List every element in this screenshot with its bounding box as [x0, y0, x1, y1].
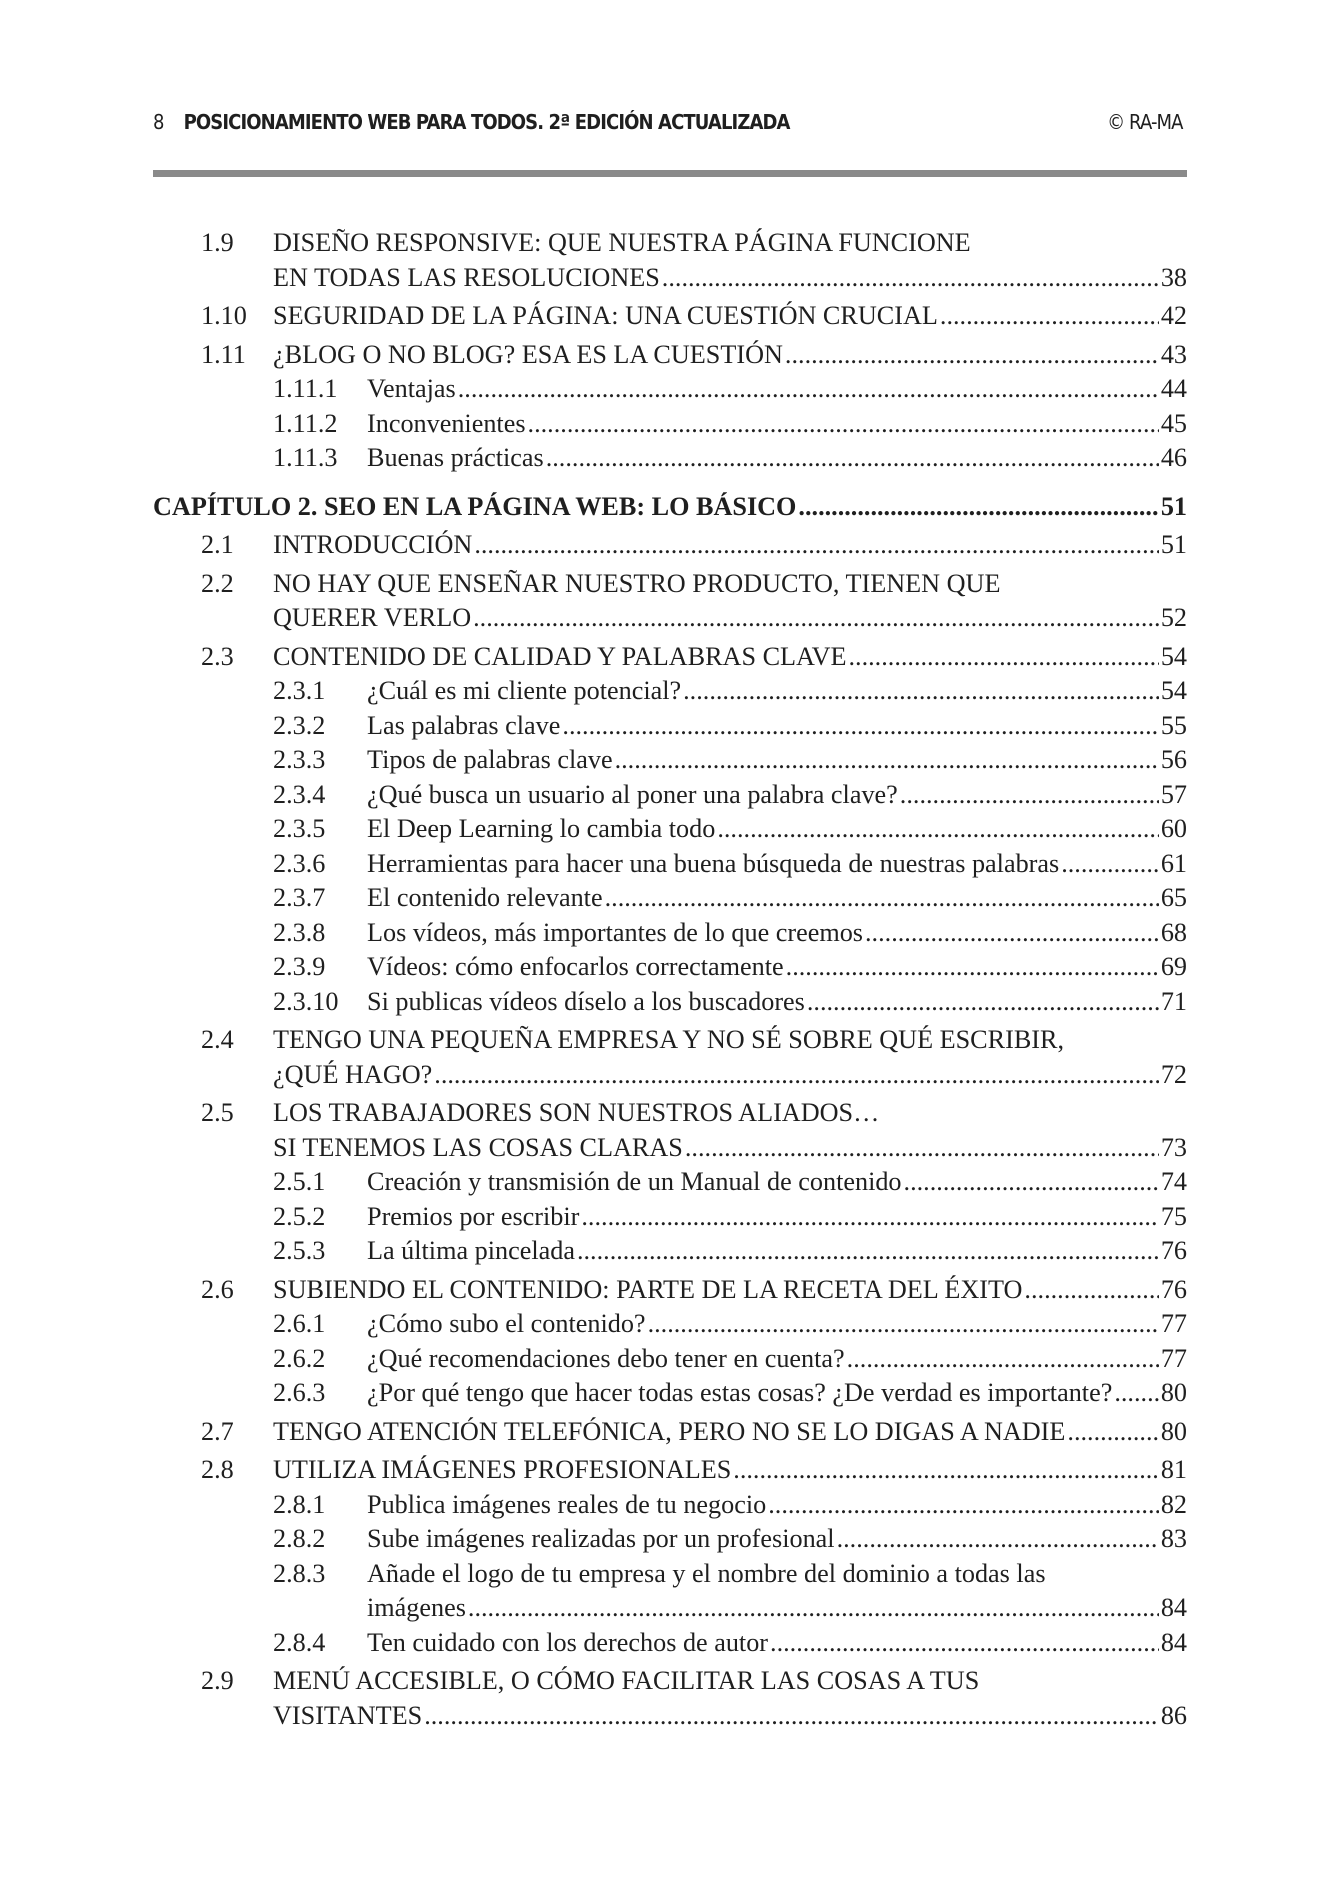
toc-entry-row — [153, 1023, 1187, 1058]
table-of-contents — [153, 226, 1187, 1733]
toc-section-number: 1.11.2 — [273, 408, 338, 438]
toc-leader-dots — [685, 1131, 1159, 1166]
toc-section-number: 2.3 — [201, 641, 234, 671]
book-title: POSICIONAMIENTO WEB PARA TODOS. 2ª EDICIÓN ACTUALIZADA — [183, 110, 790, 134]
toc-page-number: 56 — [1160, 745, 1187, 774]
toc-page-number: 43 — [1160, 339, 1187, 369]
toc-section-number: 2.1 — [201, 530, 234, 559]
toc-entry-title: INTRODUCCIÓN — [273, 530, 473, 559]
toc-leader-dots — [865, 916, 1159, 951]
toc-entry-title: DISEÑO RESPONSIVE: QUE NUESTRA PÁGINA FUNCIONE — [273, 228, 971, 257]
toc-entry-row — [153, 847, 1187, 882]
toc-entry-title: TENGO UNA PEQUEÑA EMPRESA Y NO SÉ SOBRE QUÉ ESCRIBIR, — [273, 1025, 1065, 1054]
toc-section-number: 2.9 — [201, 1666, 234, 1695]
toc-entry-title: El contenido relevante — [367, 883, 603, 912]
toc-page-number: 80 — [1160, 1416, 1187, 1446]
toc-entry-row — [153, 299, 1187, 334]
toc-leader-dots — [474, 528, 1159, 563]
toc-entry-row — [153, 985, 1187, 1020]
toc-entry-row — [153, 1307, 1187, 1342]
toc-section-number: 2.3.8 — [273, 917, 326, 947]
toc-entry-row — [153, 528, 1187, 563]
toc-entry-title: Herramientas para hacer una buena búsqueda de nuestras palabras — [367, 848, 1060, 878]
toc-section-number: 2.5.2 — [273, 1201, 326, 1231]
toc-leader-dots — [798, 490, 1158, 525]
toc-leader-dots — [662, 261, 1159, 296]
toc-entry-title: SI TENEMOS LAS COSAS CLARAS — [273, 1132, 683, 1162]
toc-page-number: 69 — [1160, 952, 1187, 981]
toc-page-number: 68 — [1160, 917, 1187, 947]
toc-section-number: 2.3.3 — [273, 745, 326, 774]
toc-page-number: 42 — [1160, 301, 1187, 330]
toc-entry-row — [153, 338, 1187, 373]
publisher-mark: © RA-MA — [1107, 110, 1183, 134]
toc-entry-row — [153, 1058, 1187, 1093]
toc-entry-title: ¿BLOG O NO BLOG? ESA ES LA CUESTIÓN — [273, 339, 783, 369]
toc-section-number: 2.4 — [201, 1025, 234, 1054]
toc-entry-row — [153, 1376, 1187, 1411]
toc-entry-title: VISITANTES — [273, 1700, 423, 1730]
page-number: 8 — [153, 110, 164, 134]
toc-section-number: 2.8 — [201, 1455, 234, 1484]
toc-page-number: 81 — [1160, 1455, 1187, 1484]
toc-page-number: 80 — [1160, 1378, 1187, 1407]
toc-leader-dots — [1061, 847, 1159, 882]
toc-entry-row — [153, 1342, 1187, 1377]
toc-entry-row — [153, 881, 1187, 916]
toc-entry-title: Premios por escribir — [367, 1201, 580, 1231]
toc-entry-title: CONTENIDO DE CALIDAD Y PALABRAS CLAVE — [273, 641, 847, 671]
toc-section-number: 1.11.1 — [273, 374, 338, 403]
toc-page-number: 84 — [1160, 1627, 1187, 1657]
toc-entry-row — [153, 1522, 1187, 1557]
toc-leader-dots — [434, 1058, 1159, 1093]
toc-entry-title: Buenas prácticas — [367, 443, 544, 472]
toc-entry-title: MENÚ ACCESIBLE, O CÓMO FACILITAR LAS COSAS A TUS — [273, 1666, 980, 1695]
toc-page-number: 83 — [1160, 1524, 1187, 1553]
toc-leader-dots — [581, 1200, 1158, 1235]
toc-section-number: 2.8.3 — [273, 1558, 326, 1588]
toc-leader-dots — [1067, 1415, 1158, 1450]
toc-leader-dots — [717, 812, 1158, 847]
toc-page-number: 52 — [1160, 603, 1187, 632]
toc-section-number: 2.3.7 — [273, 883, 326, 912]
toc-entry-row — [153, 1699, 1187, 1734]
toc-entry-row — [153, 1131, 1187, 1166]
toc-entry-row — [153, 1096, 1187, 1131]
toc-chapter-title: CAPÍTULO 2. SEO EN LA PÁGINA WEB: LO BÁSICO — [153, 491, 797, 521]
toc-page-number: 51 — [1160, 530, 1187, 559]
toc-entry-title: Publica imágenes reales de tu negocio — [367, 1489, 767, 1519]
toc-leader-dots — [473, 601, 1159, 636]
header-rule — [153, 170, 1187, 177]
toc-entry-row — [153, 226, 1187, 261]
toc-entry-title: Añade el logo de tu empresa y el nombre del dominio a todas las — [367, 1558, 1046, 1588]
toc-entry-title: ¿QUÉ HAGO? — [273, 1059, 433, 1089]
toc-leader-dots — [1024, 1273, 1158, 1308]
toc-entry-row — [153, 674, 1187, 709]
toc-entry-title: ¿Qué busca un usuario al poner una palabra clave? — [367, 779, 898, 809]
toc-section-number: 2.3.5 — [273, 814, 326, 843]
toc-page-number: 73 — [1160, 1132, 1187, 1162]
toc-leader-dots — [904, 1165, 1159, 1200]
toc-entry-row — [153, 261, 1187, 296]
toc-page-number: 54 — [1160, 641, 1187, 671]
toc-section-number: 1.9 — [201, 228, 234, 257]
toc-entry-row — [153, 567, 1187, 602]
toc-page-number: 74 — [1160, 1167, 1187, 1196]
toc-leader-dots — [848, 640, 1158, 675]
toc-leader-dots — [648, 1307, 1159, 1342]
toc-page-number: 57 — [1160, 779, 1187, 809]
toc-leader-dots — [458, 372, 1159, 407]
toc-section-number: 2.3.2 — [273, 710, 326, 740]
toc-entry-row — [153, 1591, 1187, 1626]
toc-leader-dots — [768, 1488, 1159, 1523]
toc-entry-row — [153, 1165, 1187, 1200]
toc-leader-dots — [807, 985, 1159, 1020]
toc-entry-row — [153, 1557, 1187, 1592]
toc-entry-row — [153, 441, 1187, 476]
toc-page-number: 61 — [1160, 848, 1187, 878]
toc-leader-dots — [683, 674, 1159, 709]
toc-section-number: 2.3.6 — [273, 848, 326, 878]
toc-page-number: 54 — [1160, 676, 1187, 705]
toc-entry-title: Vídeos: cómo enfocarlos correctamente — [367, 952, 784, 981]
toc-page-number: 77 — [1160, 1343, 1187, 1373]
toc-entry-row — [153, 1453, 1187, 1488]
toc-entry-title: LOS TRABAJADORES SON NUESTROS ALIADOS… — [273, 1098, 880, 1127]
toc-leader-dots — [770, 1626, 1159, 1661]
toc-leader-dots — [900, 778, 1159, 813]
toc-page-number: 38 — [1160, 262, 1187, 292]
toc-leader-dots — [837, 1522, 1159, 1557]
toc-entry-row — [153, 1234, 1187, 1269]
toc-entry-title: Los vídeos, más importantes de lo que creemos — [367, 917, 863, 947]
toc-entry-title: Creación y transmisión de un Manual de contenido — [367, 1167, 902, 1196]
toc-entry-title: SEGURIDAD DE LA PÁGINA: UNA CUESTIÓN CRUCIAL — [273, 301, 938, 330]
toc-section-number: 1.11 — [201, 339, 246, 369]
toc-page-number: 46 — [1160, 443, 1187, 472]
toc-entry-row — [153, 601, 1187, 636]
toc-page-number: 44 — [1160, 374, 1187, 403]
toc-section-number: 2.6.2 — [273, 1343, 326, 1373]
toc-entry-row — [153, 1626, 1187, 1661]
toc-leader-dots — [424, 1699, 1159, 1734]
toc-entry-row — [153, 709, 1187, 744]
toc-section-number: 2.3.9 — [273, 952, 326, 981]
toc-entry-title: Las palabras clave — [367, 710, 561, 740]
toc-entry-row — [153, 372, 1187, 407]
toc-leader-dots — [786, 950, 1159, 985]
toc-entry-title: NO HAY QUE ENSEÑAR NUESTRO PRODUCTO, TIENEN QUE — [273, 568, 1001, 598]
toc-section-number: 2.3.10 — [273, 986, 339, 1016]
toc-page-number: 86 — [1160, 1700, 1187, 1730]
toc-entry-title: Si publicas vídeos díselo a los buscadores — [367, 986, 805, 1016]
toc-section-number: 2.3.4 — [273, 779, 326, 809]
toc-section-number: 2.5 — [201, 1098, 234, 1127]
toc-page-number: 84 — [1160, 1593, 1187, 1622]
toc-page-number: 60 — [1160, 814, 1187, 843]
running-header — [153, 110, 1183, 150]
toc-entry-title: ¿Por qué tengo que hacer todas estas cosas? ¿De verdad es importante? — [367, 1378, 1113, 1407]
toc-page-number: 76 — [1160, 1274, 1187, 1304]
toc-leader-dots — [733, 1453, 1159, 1488]
toc-section-number: 2.6.1 — [273, 1309, 326, 1338]
toc-section-number: 2.5.1 — [273, 1167, 326, 1196]
toc-leader-dots — [546, 441, 1159, 476]
toc-page-number: 77 — [1160, 1309, 1187, 1338]
toc-entry-title: UTILIZA IMÁGENES PROFESIONALES — [273, 1455, 732, 1484]
toc-page-number: 71 — [1160, 986, 1187, 1016]
toc-entry-title: Ventajas — [367, 374, 456, 403]
toc-page-number: 55 — [1160, 710, 1187, 740]
toc-leader-dots — [528, 407, 1159, 442]
toc-section-number: 1.11.3 — [273, 443, 338, 472]
toc-leader-dots — [1114, 1376, 1158, 1411]
toc-page-number: 51 — [1160, 491, 1187, 521]
toc-entry-row — [153, 1488, 1187, 1523]
toc-entry-row — [153, 1415, 1187, 1450]
toc-leader-dots — [785, 338, 1159, 373]
toc-entry-row — [153, 778, 1187, 813]
toc-entry-row — [153, 407, 1187, 442]
toc-entry-title: imágenes — [367, 1593, 466, 1622]
toc-page-number: 72 — [1160, 1059, 1187, 1089]
toc-entry-title: Ten cuidado con los derechos de autor — [367, 1627, 769, 1657]
toc-entry-title: Inconvenientes — [367, 408, 526, 438]
toc-entry-title: ¿Cómo subo el contenido? — [367, 1309, 646, 1338]
toc-page-number: 75 — [1160, 1201, 1187, 1231]
toc-leader-dots — [847, 1342, 1159, 1377]
toc-entry-row — [153, 1664, 1187, 1699]
toc-entry-title: Tipos de palabras clave — [367, 745, 613, 774]
toc-entry-row — [153, 743, 1187, 778]
toc-section-number: 2.6 — [201, 1274, 234, 1304]
toc-entry-row — [153, 950, 1187, 985]
toc-entry-row — [153, 1273, 1187, 1308]
toc-entry-title: El Deep Learning lo cambia todo — [367, 814, 716, 843]
toc-leader-dots — [615, 743, 1159, 778]
toc-entry-title: Sube imágenes realizadas por un profesional — [367, 1524, 835, 1553]
toc-section-number: 1.10 — [201, 301, 247, 330]
toc-leader-dots — [562, 709, 1158, 744]
toc-entry-title: ¿Qué recomendaciones debo tener en cuenta? — [367, 1343, 845, 1373]
toc-page-number: 82 — [1160, 1489, 1187, 1519]
toc-entry-title: SUBIENDO EL CONTENIDO: PARTE DE LA RECETA DEL ÉXITO — [273, 1274, 1023, 1304]
toc-section-number: 2.5.3 — [273, 1236, 326, 1265]
toc-section-number: 2.6.3 — [273, 1378, 326, 1407]
toc-section-number: 2.3.1 — [273, 676, 326, 705]
toc-entry-title: TENGO ATENCIÓN TELEFÓNICA, PERO NO SE LO DIGAS A NADIE — [273, 1416, 1066, 1446]
toc-leader-dots — [577, 1234, 1159, 1269]
toc-leader-dots — [468, 1591, 1159, 1626]
toc-entry-row — [153, 812, 1187, 847]
toc-section-number: 2.8.4 — [273, 1627, 326, 1657]
toc-section-number: 2.8.1 — [273, 1489, 326, 1519]
toc-section-number: 2.8.2 — [273, 1524, 326, 1553]
toc-entry-title: QUERER VERLO — [273, 603, 472, 632]
toc-entry-title: La última pincelada — [367, 1236, 575, 1265]
toc-entry-title: EN TODAS LAS RESOLUCIONES — [273, 262, 660, 292]
toc-leader-dots — [940, 299, 1159, 334]
toc-page-number: 76 — [1160, 1236, 1187, 1265]
toc-chapter-row — [153, 490, 1187, 525]
toc-section-number: 2.2 — [201, 568, 234, 598]
toc-entry-row — [153, 640, 1187, 675]
toc-leader-dots — [605, 881, 1159, 916]
toc-entry-title: ¿Cuál es mi cliente potencial? — [367, 676, 682, 705]
toc-page-number: 65 — [1160, 883, 1187, 912]
toc-page-number: 45 — [1160, 408, 1187, 438]
toc-section-number: 2.7 — [201, 1416, 234, 1446]
toc-entry-row — [153, 916, 1187, 951]
toc-entry-row — [153, 1200, 1187, 1235]
